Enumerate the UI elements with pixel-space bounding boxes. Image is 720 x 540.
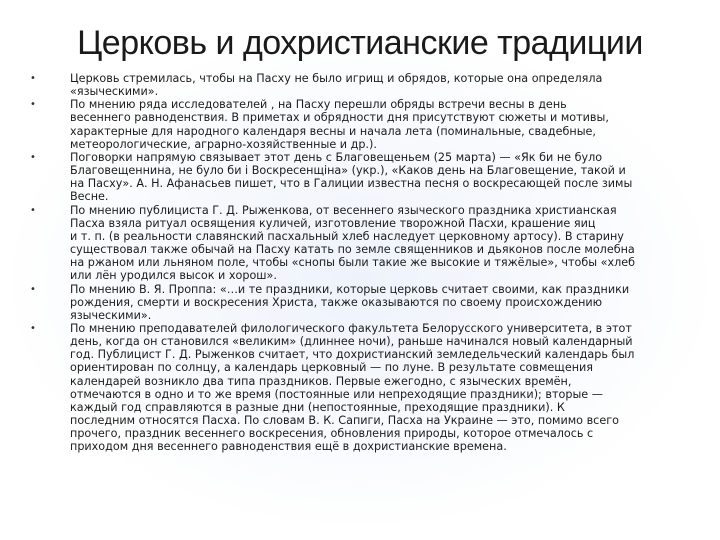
bullet-item xyxy=(30,322,680,454)
bullet-text: По мнению В. Я. Проппа: «…и те праздники, которые церковь считает своими, как праздники рождения, смерти и воскресения Христа, также оказываются по своему происхождению языческими». xyxy=(70,282,630,322)
bullet-text: По мнению публициста Г. Д. Рыженкова, от весеннего языческого праздника христианская Пасха взяла ритуал освящения куличей, изготовление творожной Пасхи, крашение яиц и т. п. (в реальности славянский пасхальный хлеб наследует церковному артосу). В старину существовал также обычай на Пасху катать по земле священников и дьяконов после молебна на ржаном или льняном поле, чтобы «снопы были такие же высокие и тяжёлые», чтобы «хлеб или лён уродился высок и хорош». xyxy=(70,203,636,283)
bullet-item xyxy=(30,98,680,151)
bullet-item xyxy=(30,72,680,98)
bullet-text: Поговорки напрямую связывает этот день с Благовещеньем (25 марта) — «Як би не було Благовещеннина, не було би і Воскресенщіна» (укр.), «Каков день на Благовещение, такой и на Пасху». А. Н. Афанасьев пишет, что в Галиции известна песня о воскресающей после зимы Весне. xyxy=(70,150,633,204)
bullet-list xyxy=(30,72,680,454)
bullet-item xyxy=(30,204,680,283)
bullet-dot-icon: • xyxy=(30,151,36,163)
bullet-dot-icon: • xyxy=(30,73,36,84)
bullet-dot-icon: • xyxy=(30,204,36,216)
bullet-dot-icon: • xyxy=(30,322,36,334)
bullet-dot-icon: • xyxy=(30,99,36,111)
bullet-item xyxy=(30,151,680,204)
bullet-text: По мнению преподавателей филологического факультета Белорусского университета, в этот день, когда он становился «великим» (длиннее ночи), раньше начинался новый календарный год. Публицист Г. Д. Рыженков считает, что дохристианский земледельческий календарь был ориентирован по солнцу, а календарь церковный — по луне. В результате совмещения календарей возникло два типа праздников. Первые ежегодно, с языческих времён, отмечаются в одно и то же время (постоянные или непреходящие праздники); вторые — каждый год справляются в разные дни (непостоянные, преходящие праздники). К последним относятся Пасха. По словам В. К. Сапиги, Пасха на Украине — это, помимо всего прочего, праздник весеннего воскресения, обновления природы, которое отмечалось с приходом дня весеннего равноденствия ещё в дохристианские времена. xyxy=(70,321,635,454)
bullet-text: По мнению ряда исследователей , на Пасху перешли обряды встречи весны в день весеннего равноденствия. В приметах и обрядности дня присутствуют сюжеты и мотивы, характерные для народного календаря весны и начала лета (поминальные, свадебные, метеорологические, аграрно-хозяйственные и др.). xyxy=(70,98,609,151)
bullet-dot-icon: • xyxy=(30,283,36,295)
bullet-item xyxy=(30,283,680,322)
bullet-text: Церковь стремилась, чтобы на Пасху не было игрищ и обрядов, которые она определяла «языческими». xyxy=(70,72,603,99)
slide-title: Церковь и дохристианские традиции xyxy=(77,24,643,62)
